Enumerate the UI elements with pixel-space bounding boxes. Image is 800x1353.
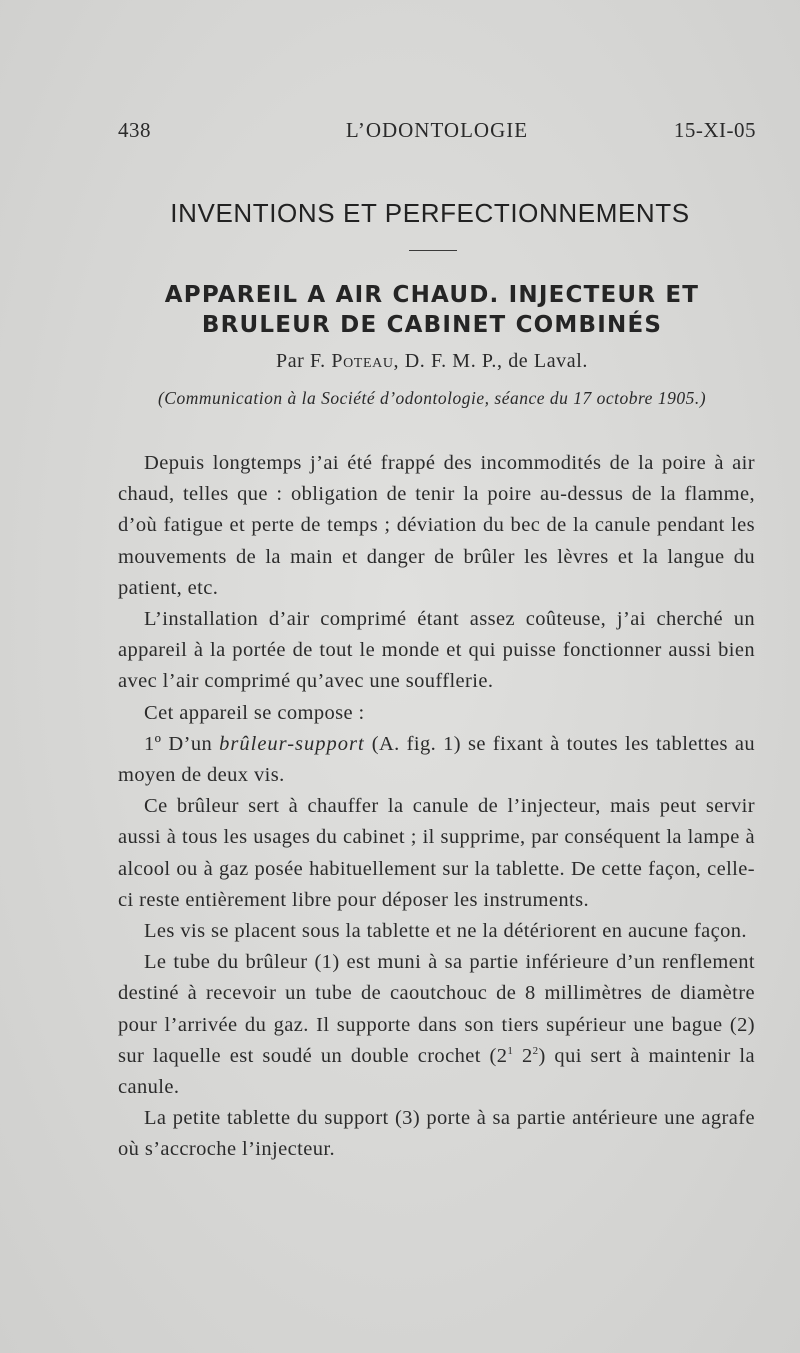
paragraph-5: Ce brûleur sert à chauffer la canule de l’injecteur, mais peut servir aussi à tous les usages du cabinet ; il supprime, par conséquent la lampe à alcool ou à gaz posée habituellement sur la tablette. De cette façon, celle-ci reste entièrement libre pour déposer les instruments.: [118, 795, 755, 911]
paragraph-3: Cet appareil se compose :: [144, 701, 365, 724]
paragraph-4-italic: brûleur-support: [219, 732, 365, 755]
paragraph-6: Les vis se placent sous la tablette et ne la détériorent en aucune façon.: [144, 920, 747, 943]
communication-note: (Communication à la Société d’odontologie, séance du 17 octobre 1905.): [157, 388, 707, 408]
article-title-line-2: BRULEUR DE CABINET COMBINÉS: [201, 312, 663, 338]
paragraph-7: [118, 947, 755, 1103]
paragraph-4: [118, 729, 755, 791]
superscript-1: 1: [507, 1045, 514, 1058]
author-name: Poteau: [331, 350, 394, 372]
paragraph-1: Depuis longtemps j’ai été frappé des incommodités de la poire à air chaud, telles que : obligation de tenir la poire au-dessus de la flamme, d’où fatigue et perte de temps ; déviation du bec de la canule pendant les mouvements de la main et danger de brûler les lèvres et la langue du patient, etc.: [118, 452, 755, 599]
title-divider: [409, 250, 457, 251]
article-body: [118, 448, 755, 1166]
paragraph-2: L’installation d’air comprimé étant assez coûteuse, j’ai cherché un appareil à la portée de tout le monde et qui puisse fonctionner aussi bien avec l’air comprimé qu’avec une soufflerie.: [118, 608, 755, 693]
paragraph-7-start: Le tube du brûleur (1) est muni à sa partie inférieure d’un renflement destiné à recevoir un tube de caoutchouc de 8 millimètres de diamètre pour l’arrivée du gaz. Il supporte dans son tiers supérieur une bague (2) sur laquelle est soudé un double crochet (2: [118, 951, 755, 1067]
article-title: [100, 280, 764, 340]
paragraph-4-end: (A. fig. 1) se fixant à toutes les tablettes au moyen de deux vis.: [118, 732, 755, 787]
article-title-line-1: APPAREIL A AIR CHAUD. INJECTEUR ET: [164, 282, 700, 308]
paragraph-7-end: ) qui sert à maintenir la canule.: [118, 1044, 755, 1099]
byline-prefix: Par F.: [275, 350, 332, 372]
paragraph-8: La petite tablette du support (3) porte à sa partie antérieure une agrafe où s’accroche l’injecteur.: [118, 1107, 755, 1161]
page-number: 438: [118, 118, 151, 142]
byline: [100, 350, 764, 373]
paragraph-4-start: 1º D’un: [144, 732, 220, 755]
issue-date: 15-XI-05: [673, 118, 756, 142]
section-title: INVENTIONS ET PERFECTIONNEMENTS: [170, 198, 690, 228]
paragraph-7-mid: 2: [513, 1044, 533, 1067]
byline-suffix: , D. F. M. P., de Laval.: [393, 350, 589, 372]
journal-name: L’ODONTOLOGIE: [345, 118, 529, 142]
running-head: [118, 118, 756, 148]
superscript-2: 2: [532, 1045, 539, 1058]
